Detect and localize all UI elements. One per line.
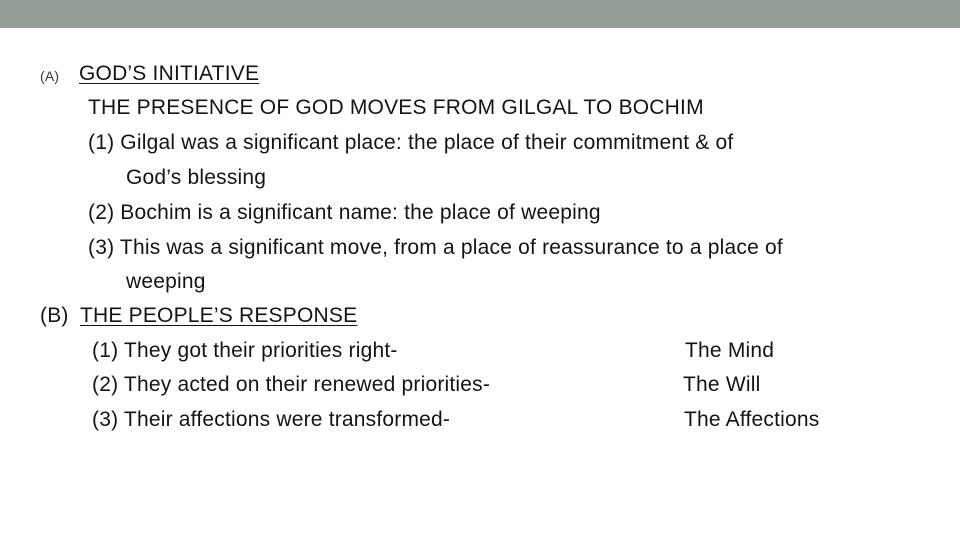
section-a-title: GOD’S INITIATIVE [79,62,260,85]
response-item-1: (1) They got their priorities right- [92,339,398,362]
response-aspect-2: The Will [683,373,761,396]
response-item-3: (3) Their affections were transformed- [92,408,451,431]
point-3-line-1: (3) This was a significant move, from a place of reassurance to a place of [88,236,783,259]
section-b-title: THE PEOPLE’S RESPONSE [80,304,358,327]
point-3-line-2: weeping [126,270,206,293]
section-b-label: (B) [40,304,69,327]
point-2: (2) Bochim is a significant name: the place of weeping [88,201,601,224]
point-1-line-1: (1) Gilgal was a significant place: the place of their commitment & of [88,131,734,154]
point-1-line-2: God’s blessing [126,166,267,189]
section-a-heading: THE PRESENCE OF GOD MOVES FROM GILGAL TO BOCHIM [88,96,704,119]
response-item-2: (2) They acted on their renewed priorities- [92,373,491,396]
response-aspect-1: The Mind [685,339,775,362]
section-a-label: (A) [40,68,60,84]
slide-header-bar [0,0,960,28]
response-aspect-3: The Affections [684,408,820,431]
